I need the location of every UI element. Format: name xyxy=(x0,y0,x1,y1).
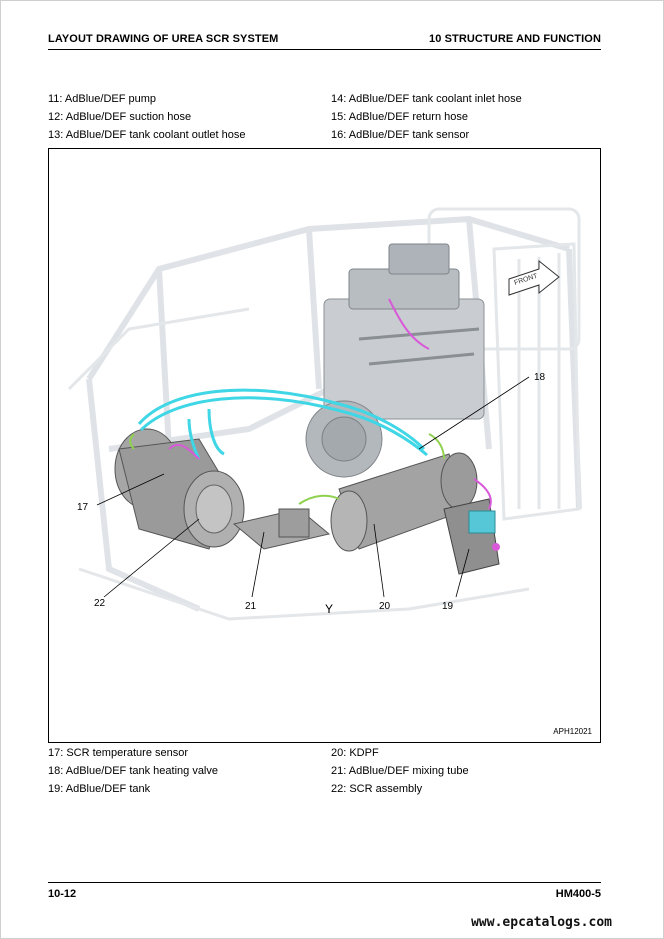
mixing-tube xyxy=(234,509,329,549)
legend-item: 11: AdBlue/DEF pump xyxy=(48,93,157,105)
layout-drawing xyxy=(48,148,601,743)
watermark-link[interactable]: www.epcatalogs.com xyxy=(471,915,612,930)
chapter-title: 10 STRUCTURE AND FUNCTION xyxy=(429,33,601,45)
engine xyxy=(306,244,484,477)
page-number: 10-12 xyxy=(48,888,77,900)
figure-code: APH12021 xyxy=(553,727,592,736)
header-rule xyxy=(48,49,601,50)
legend-item: 12: AdBlue/DEF suction hose xyxy=(48,111,192,123)
legend-top-left xyxy=(48,90,246,144)
legend-item: 21: AdBlue/DEF mixing tube xyxy=(331,765,469,777)
legend-item: 13: AdBlue/DEF tank coolant outlet hose xyxy=(48,129,246,141)
footer-rule xyxy=(48,882,601,883)
legend-top-right xyxy=(331,90,522,144)
callout-18: 18 xyxy=(534,372,546,383)
front-arrow xyxy=(509,261,559,295)
legend-item: 19: AdBlue/DEF tank xyxy=(48,783,151,795)
callout-21: 21 xyxy=(245,601,257,612)
machine-illustration xyxy=(49,149,600,742)
callout-19: 19 xyxy=(442,601,454,612)
view-label-y: Y xyxy=(325,602,334,616)
adblue-tank xyxy=(444,499,500,574)
section-title: LAYOUT DRAWING OF UREA SCR SYSTEM xyxy=(48,33,279,45)
legend-item: 15: AdBlue/DEF return hose xyxy=(331,111,468,123)
legend-item: 14: AdBlue/DEF tank coolant inlet hose xyxy=(331,93,522,105)
legend-item: 22: SCR assembly xyxy=(331,783,423,795)
callout-22: 22 xyxy=(94,598,106,609)
callout-17: 17 xyxy=(77,502,89,513)
scr-assembly xyxy=(115,429,244,549)
model-number: HM400-5 xyxy=(555,888,601,900)
legend-bottom-left xyxy=(48,744,218,798)
legend-item: 18: AdBlue/DEF tank heating valve xyxy=(48,765,218,777)
legend-item: 16: AdBlue/DEF tank sensor xyxy=(331,129,470,141)
front-label: FRONT xyxy=(513,272,539,287)
legend-item: 17: SCR temperature sensor xyxy=(48,747,189,759)
legend-bottom-right xyxy=(331,744,469,798)
legend-item: 20: KDPF xyxy=(331,747,379,759)
callout-20: 20 xyxy=(379,601,391,612)
